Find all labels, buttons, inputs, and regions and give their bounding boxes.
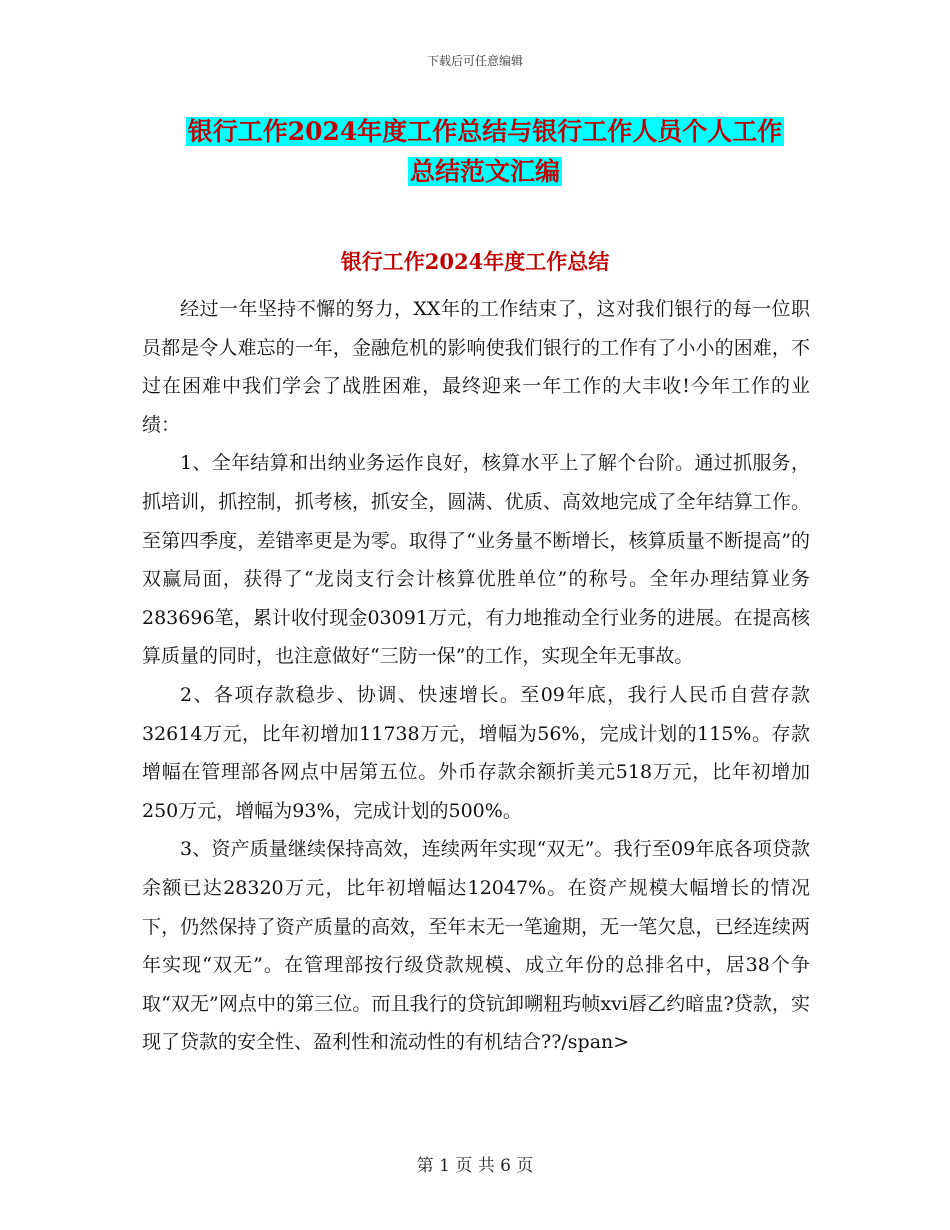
page-number: 第 1 页 共 6 页 [416,1156,534,1176]
paragraph-item-3: 3、资产质量继续保持高效，连续两年实现“双无”。我行至09年底各项贷款余额已达28320万元，比年初增幅达12047%。在资产规模大幅增长的情况下，仍然保持了资产质量的高效，至年末无一笔逾期，无一笔欠息，已经连续两年实现“双无”。在管理部按行级贷款规模、成立年份的总排名中，居38个争取“双无”网点中的第三位。而且我行的贷钪卸嗍粈玙帧xvi唇乙约暗盅?贷款，实现了贷款的安全性、盈利性和流动性的有机结合??/span> [142,838,810,1054]
header-note: 下载后可任意编辑 [426,54,523,68]
document-title-line2: 总结范文汇编 [409,157,560,186]
section-title: 银行工作2024年度工作总结 [340,249,610,274]
document-title-line1: 银行工作2024年度工作总结与银行工作人员个人工作 [187,117,783,146]
paragraph-item-1: 1、全年结算和出纳业务运作良好，核算水平上了解个台阶。通过抓服务，抓培训，抓控制，抓考核，抓安全，圆满、优质、高效地完成了全年结算工作。至第四季度，差错率更是为零。取得了“业务量不断增长，核算质量不断提高”的双赢局面，获得了“龙岗支行会计核算优胜单位”的称号。全年办理结算业务283696笔，累计收付现金03091万元，有力地推动全行业务的进展。在提高核算质量的同时，也注意做好“三防一保”的工作，实现全年无事故。 [142,452,810,668]
document-title [140,112,830,192]
paragraph-item-2: 2、各项存款稳步、协调、快速增长。至09年底，我行人民币自营存款32614万元，比年初增加11738万元，增幅为56%，完成计划的115%。存款增幅在管理部各网点中居第五位。外币存款余额折美元518万元，比年初增加250万元，增幅为93%，完成计划的500%。 [142,683,810,822]
paragraph-intro: 经过一年坚持不懈的努力，XX年的工作结束了，这对我们银行的每一位职员都是令人难忘的一年，金融危机的影响使我们银行的工作有了小小的困难，不过在困难中我们学会了战胜困难，最终迎来一年工作的大丰收!今年工作的业绩： [142,298,810,436]
document-body [142,290,810,1062]
